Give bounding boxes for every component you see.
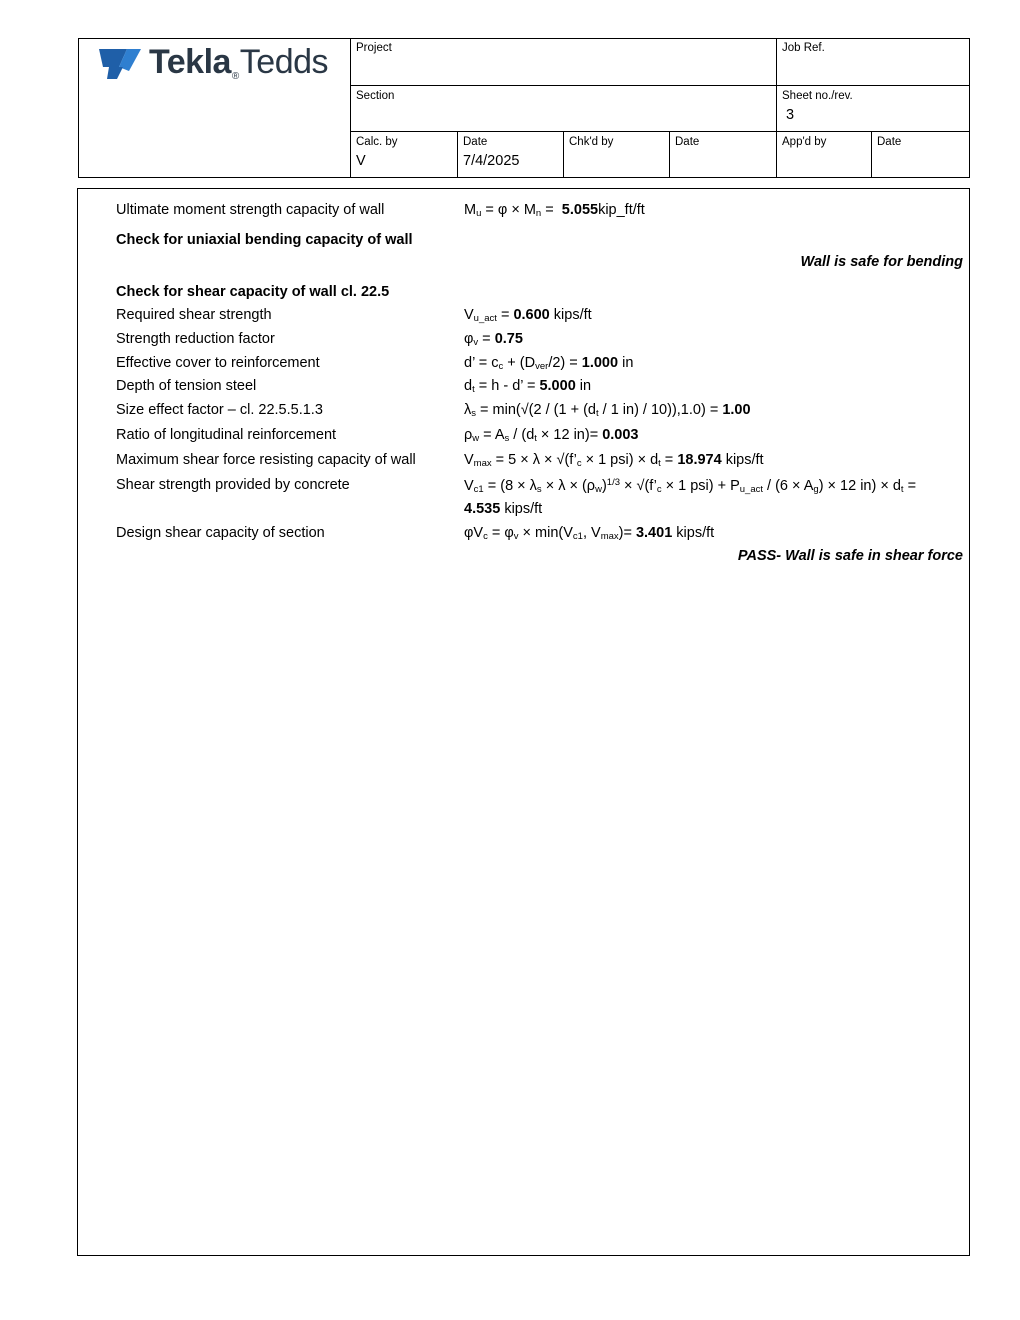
size-equation: $\lambda_s = \min(√(2 / (1 + (d_t / 1$ in) / 10)),1.0) = 1.00 [464, 402, 751, 419]
moment-equation: $M_u = \varphi \times M_n$ = 5.055kip_ft/ft [464, 202, 645, 219]
calculation-body [77, 188, 970, 1256]
req-shear-equation: $V_{u\_act} = 0.600$ kips/ft [464, 307, 592, 324]
req-shear-label: Required shear strength [116, 307, 272, 323]
section-cell: Section [350, 85, 776, 132]
cover-equation: d’ = $c_c + (D_{ver}/2) = 1.000$ in [464, 355, 634, 372]
vmax-equation: $V_{max} = 5 \times \lambda$ × $√(f’_c \times 1$ $psi) \times d_t = 18.974$ kips/ft [464, 452, 764, 469]
size-label: Size effect factor – cl. 22.5.5.1.3 [116, 402, 323, 418]
bending-heading: Check for uniaxial bending capacity of wall [116, 232, 413, 248]
ratio-label: Ratio of longitudinal reinforcement [116, 427, 337, 443]
project-cell: Project [350, 38, 776, 85]
chkd-cell: Chk'd by [563, 131, 669, 178]
vc1-result: 4.535 kips/ft [464, 501, 543, 517]
phi-label: Strength reduction factor [116, 331, 275, 347]
design-equation: $\varphi V_c = \varphi_v \times \min(V_{c1}$, $V_{max})= 3.401$ kips/ft [464, 525, 715, 542]
vc1-label: Shear strength provided by concrete [116, 477, 350, 493]
depth-label: Depth of tension steel [116, 378, 257, 394]
sheet-cell: Sheet no./rev. 3 [776, 85, 970, 132]
vmax-label: Maximum shear force resisting capacity of wall [116, 452, 416, 468]
tekla-logo-icon [97, 45, 143, 81]
sheet-number: 3 [786, 107, 795, 123]
bending-result: Wall is safe for bending [800, 254, 963, 270]
appd-cell: App'd by [776, 131, 871, 178]
tekla-tedds-logo: Tekla®Tedds [97, 43, 337, 83]
cover-label: Effective cover to reinforcement [116, 355, 320, 371]
date3-cell: Date [871, 131, 970, 178]
vc1-equation: $V_{c1} = (8 \times \lambda_s \times \lambda \times (\rho_w)^{1/3}$ × $√(f’_c \times 1$ $psi) + P_{u\_act} / (6 \times A_g) \times 12$ $in) \times d_t$ = [464, 477, 917, 495]
moment-label: Ultimate moment strength capacity of wall [116, 202, 385, 218]
date1-cell: Date 7/4/2025 [457, 131, 563, 178]
depth-equation: $d_t = h - d$’ = 5.000 in [464, 378, 592, 395]
shear-result: PASS- Wall is safe in shear force [737, 548, 963, 564]
ratio-equation: $\rho_w = A_s / (d_t \times 12$ in)= 0.003 [464, 427, 639, 444]
design-label: Design shear capacity of section [116, 525, 325, 541]
date2-cell: Date [669, 131, 776, 178]
phi-equation: $\varphi_v = 0.75$ [464, 331, 523, 348]
jobref-cell: Job Ref. [776, 38, 970, 85]
shear-heading: Check for shear capacity of wall cl. 22.5 [116, 284, 390, 300]
title-block [78, 38, 970, 178]
calcby-cell: Calc. by V [350, 131, 457, 178]
